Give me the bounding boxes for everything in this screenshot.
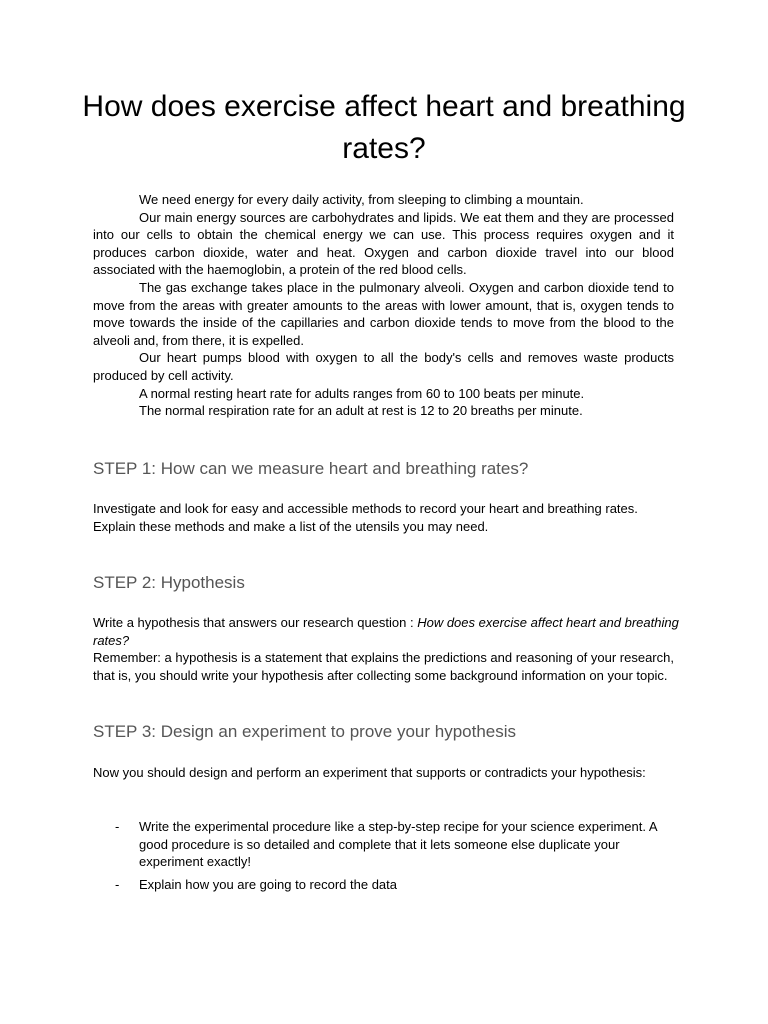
intro-paragraph: We need energy for every daily activity, from sleeping to climbing a mountain. [139,192,584,207]
step1-heading: STEP 1: How can we measure heart and breathing rates? [93,459,529,478]
step1-line: Explain these methods and make a list of the utensils you may need. [93,518,489,534]
step2-prompt [93,614,683,649]
step2-body [93,614,683,684]
page-title: How does exercise affect heart and breathing rates? [82,90,686,165]
list-item-text: Write the experimental procedure like a step-by-step recipe for your science experiment. A good procedure is so detailed and complete that it lets someone else duplicate your experiment exactly! [139,819,657,870]
list-item-text: Explain how you are going to record the data [139,876,398,892]
research-question: How does exercise affect heart and breathing rates? [93,615,679,648]
step3-bullet-list [93,818,683,898]
intro-paragraph: The normal respiration rate for an adult at rest is 12 to 20 breaths per minute. [139,403,583,419]
step3-heading: STEP 3: Design an experiment to prove your hypothesis [93,722,517,741]
list-item [93,818,683,871]
intro-section [93,191,674,420]
intro-paragraph: The gas exchange takes place in the pulmonary alveoli. Oxygen and carbon dioxide tend to move from the areas with greater amounts to the areas with lower amount, that is, oxygen tends to move towards the inside of the capillaries and carbon dioxide tends to move from the blood to the alveoli and, from there, it is expelled. [93,279,674,348]
step2-heading: STEP 2: Hypothesis [93,573,245,592]
intro-paragraph: A normal resting heart rate for adults ranges from 60 to 100 beats per minute. [139,385,585,401]
intro-paragraph: Our main energy sources are carbohydrates and lipids. We eat them and they are processed into our cells to obtain the chemical energy we can use. This process requires oxygen and it produces carbon dioxide, water and heat. Oxygen and carbon dioxide travel into our blood associated with the haemoglobin, a protein of the red blood cells. [93,209,674,278]
bullet-marker: - [115,876,120,892]
intro-paragraph: Our heart pumps blood with oxygen to all the body's cells and removes waste products produced by cell activity. [93,350,674,383]
step1-body [93,500,683,535]
step1-line: Investigate and look for easy and accessible methods to record your heart and breathing rates. [93,501,638,516]
step2-prompt-text: Write a hypothesis that answers our research question : [93,615,418,630]
step2-remember: Remember: a hypothesis is a statement that explains the predictions and reasoning of your research, that is, you should write your hypothesis after collecting some background information on your topic. [93,650,674,683]
list-item [93,876,683,894]
step3-intro: Now you should design and perform an experiment that supports or contradicts your hypothesis: [93,765,646,780]
bullet-marker: - [115,819,120,834]
